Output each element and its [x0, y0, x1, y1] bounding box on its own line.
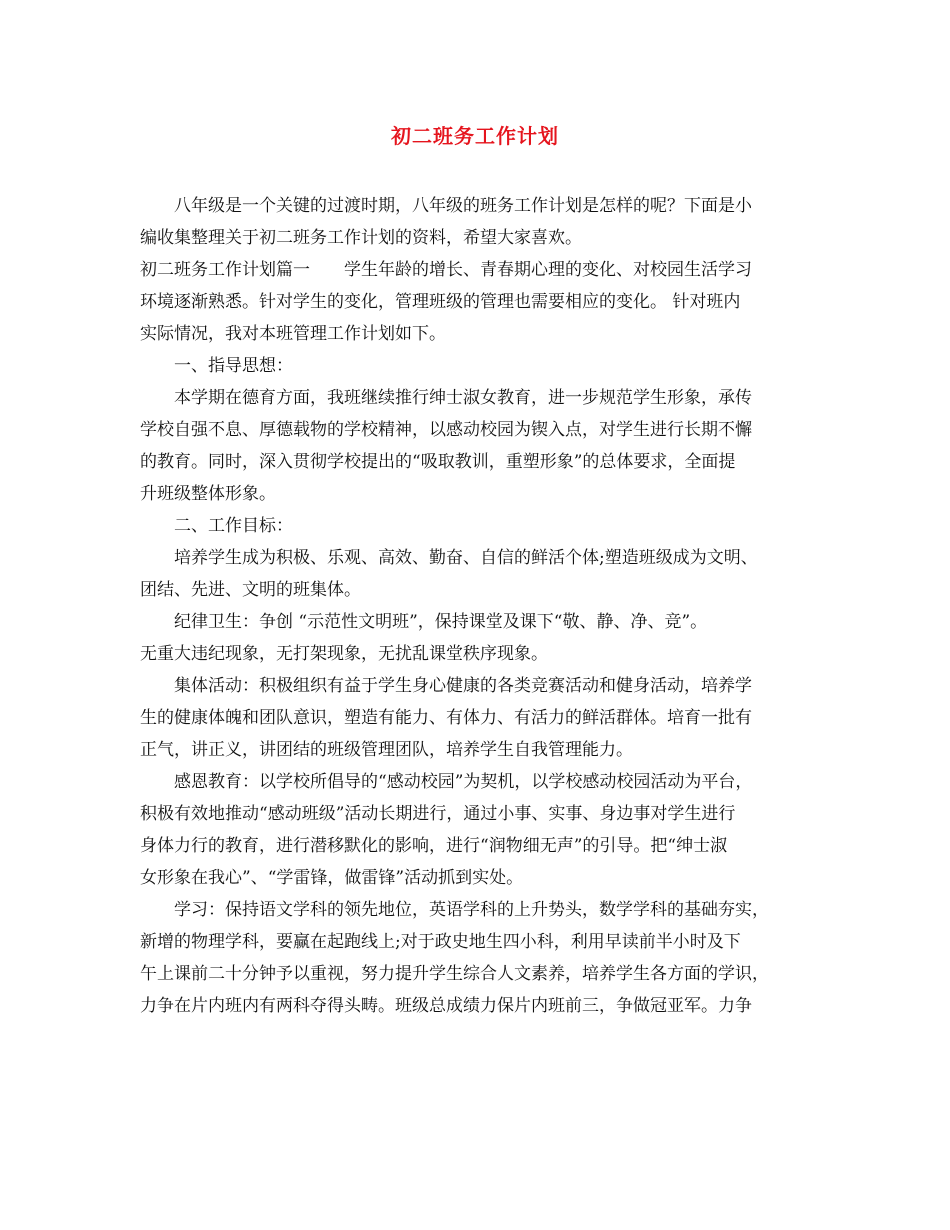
body-line: 正气，讲正义，讲团结的班级管理团队，培养学生自我管理能力。: [140, 740, 633, 760]
body-line: 女形象在我心”、“学雷锋，做雷锋”活动抓到实处。: [140, 868, 524, 888]
body-line: 编收集整理关于初二班务工作计划的资料，希望大家喜欢。: [140, 228, 582, 248]
body-line: 升班级整体形象。: [140, 484, 276, 504]
body-line: 新增的物理学科，要赢在起跑线上;对于政史地生四小科，利用早读前半小时及下: [140, 932, 741, 952]
body-line: 纪律卫生：争创 “示范性文明班”，保持课堂及课下“敬、静、净、竞”。: [174, 612, 708, 632]
body-line: 培养学生成为积极、乐观、高效、勤奋、自信的鲜活个体;塑造班级成为文明、: [174, 548, 758, 568]
body-line: 环境逐渐熟悉。针对学生的变化，管理班级的管理也需要相应的变化。 针对班内: [140, 292, 741, 312]
body-line: 身体力行的教育，进行潜移默化的影响，进行“润物细无声”的引导。把“绅士淑: [140, 836, 728, 856]
body-line: 学校自强不息、厚德载物的学校精神，以感动校园为锲入点，对学生进行长期不懈: [140, 420, 752, 440]
body-line: 集体活动：积极组织有益于学生身心健康的各类竞赛活动和健身活动，培养学: [174, 676, 752, 696]
body-line: 的教育。同时，深入贯彻学校提出的“吸取教训，重塑形象”的总体要求，全面提: [140, 452, 736, 472]
body-line: 生的健康体魄和团队意识，塑造有能力、有体力、有活力的鲜活群体。培育一批有: [140, 708, 752, 728]
body-line: 一、指导思想：: [174, 356, 293, 376]
document-title: 初二班务工作计划: [391, 124, 559, 148]
document-body: [140, 190, 830, 1022]
body-line: 初二班务工作计划篇一 学生年龄的增长、青春期心理的变化、对校园生活学习: [140, 260, 752, 280]
body-line: 实际情况，我对本班管理工作计划如下。: [140, 324, 446, 344]
body-line: 学习：保持语文学科的领先地位，英语学科的上升势头，数学学科的基础夯实，: [174, 900, 769, 920]
body-line: 午上课前二十分钟予以重视，努力提升学生综合人文素养，培养学生各方面的学识，: [140, 964, 769, 984]
body-line: 八年级是一个关键的过渡时期，八年级的班务工作计划是怎样的呢？下面是小: [174, 196, 752, 216]
body-line: 本学期在德育方面，我班继续推行绅士淑女教育，进一步规范学生形象，承传: [174, 388, 752, 408]
body-line: 感恩教育：以学校所倡导的“感动校园”为契机，以学校感动校园活动为平台，: [174, 772, 753, 792]
body-line: 积极有效地推动“感动班级”活动长期进行，通过小事、实事、身边事对学生进行: [140, 804, 736, 824]
body-line: 团结、先进、文明的班集体。: [140, 580, 361, 600]
body-line: 无重大违纪现象，无打架现象，无扰乱课堂秩序现象。: [140, 644, 548, 664]
body-line: 力争在片内班内有两科夺得头畴。班级总成绩力保片内班前三，争做冠亚军。力争: [140, 996, 752, 1016]
body-line: 二、工作目标：: [174, 516, 293, 536]
